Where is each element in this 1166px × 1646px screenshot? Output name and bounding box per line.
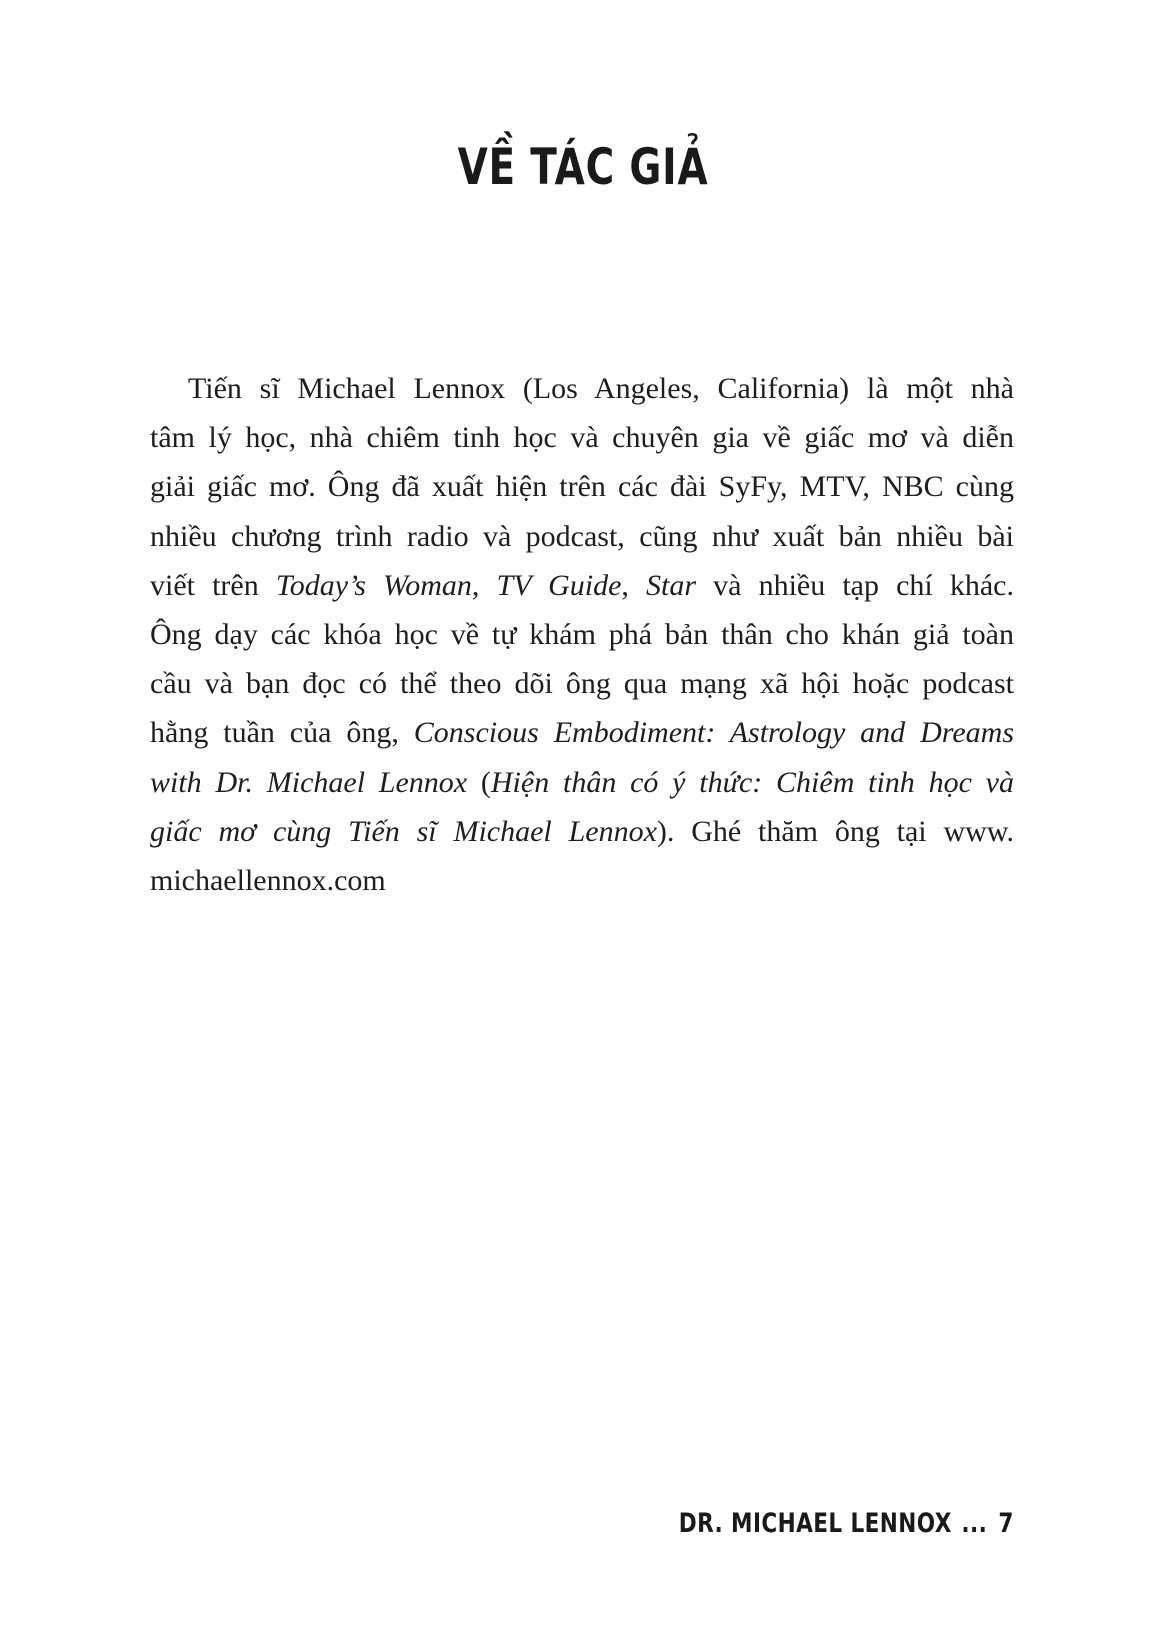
podcast-title-translation: giấc mơ cùng Tiến sĩ Michael Lennox [150, 814, 657, 848]
bio-line: hằng tuần của ông, Conscious Embodiment: Astrology and Dreams [150, 716, 1014, 750]
bio-line: cầu và bạn đọc có thể theo dõi ông qua mạng xã hội hoặc podcast [150, 667, 1014, 701]
bio-line: nhiều chương trình radio và podcast, cũng như xuất bản nhiều bài [150, 519, 1014, 553]
publication-title: Star [646, 568, 697, 602]
publication-title: TV Guide [496, 568, 622, 602]
bio-line: with Dr. Michael Lennox (Hiện thân có ý thức: Chiêm tinh học và [150, 765, 1014, 799]
page-number: 7 [998, 1508, 1014, 1539]
bio-line: tâm lý học, nhà chiêm tinh học và chuyên gia về giấc mơ và diễn [150, 421, 1014, 455]
page-footer [679, 1508, 1014, 1539]
bio-line: giải giấc mơ. Ông đã xuất hiện trên các đài SyFy, MTV, NBC cùng [150, 470, 1014, 504]
podcast-title: with Dr. Michael Lennox [150, 765, 468, 799]
footer-separator: ... [961, 1508, 988, 1539]
podcast-title-translation: Hiện thân có ý thức: Chiêm tinh học và [490, 765, 1014, 799]
bio-line: viết trên Today’s Woman, TV Guide, Star và nhiều tạp chí khác. [150, 568, 1014, 602]
website-url: michaellennox.com [150, 864, 386, 898]
running-head: DR. MICHAEL LENNOX [678, 1508, 952, 1539]
podcast-title: Conscious Embodiment: Astrology and Dreams [413, 716, 1014, 750]
bio-line [150, 856, 1014, 905]
bio-line: Ông dạy các khóa học về tự khám phá bản thân cho khán giả toàn [150, 618, 1014, 652]
bio-line: giấc mơ cùng Tiến sĩ Michael Lennox). Ghé thăm ông tại www. [150, 814, 1014, 848]
page-title: VỀ TÁC GIẢ [457, 138, 709, 196]
author-bio-paragraph [150, 364, 1014, 905]
bio-line: Tiến sĩ Michael Lennox (Los Angeles, California) là một nhà [188, 372, 1014, 405]
publication-title: Today’s Woman [275, 568, 472, 602]
